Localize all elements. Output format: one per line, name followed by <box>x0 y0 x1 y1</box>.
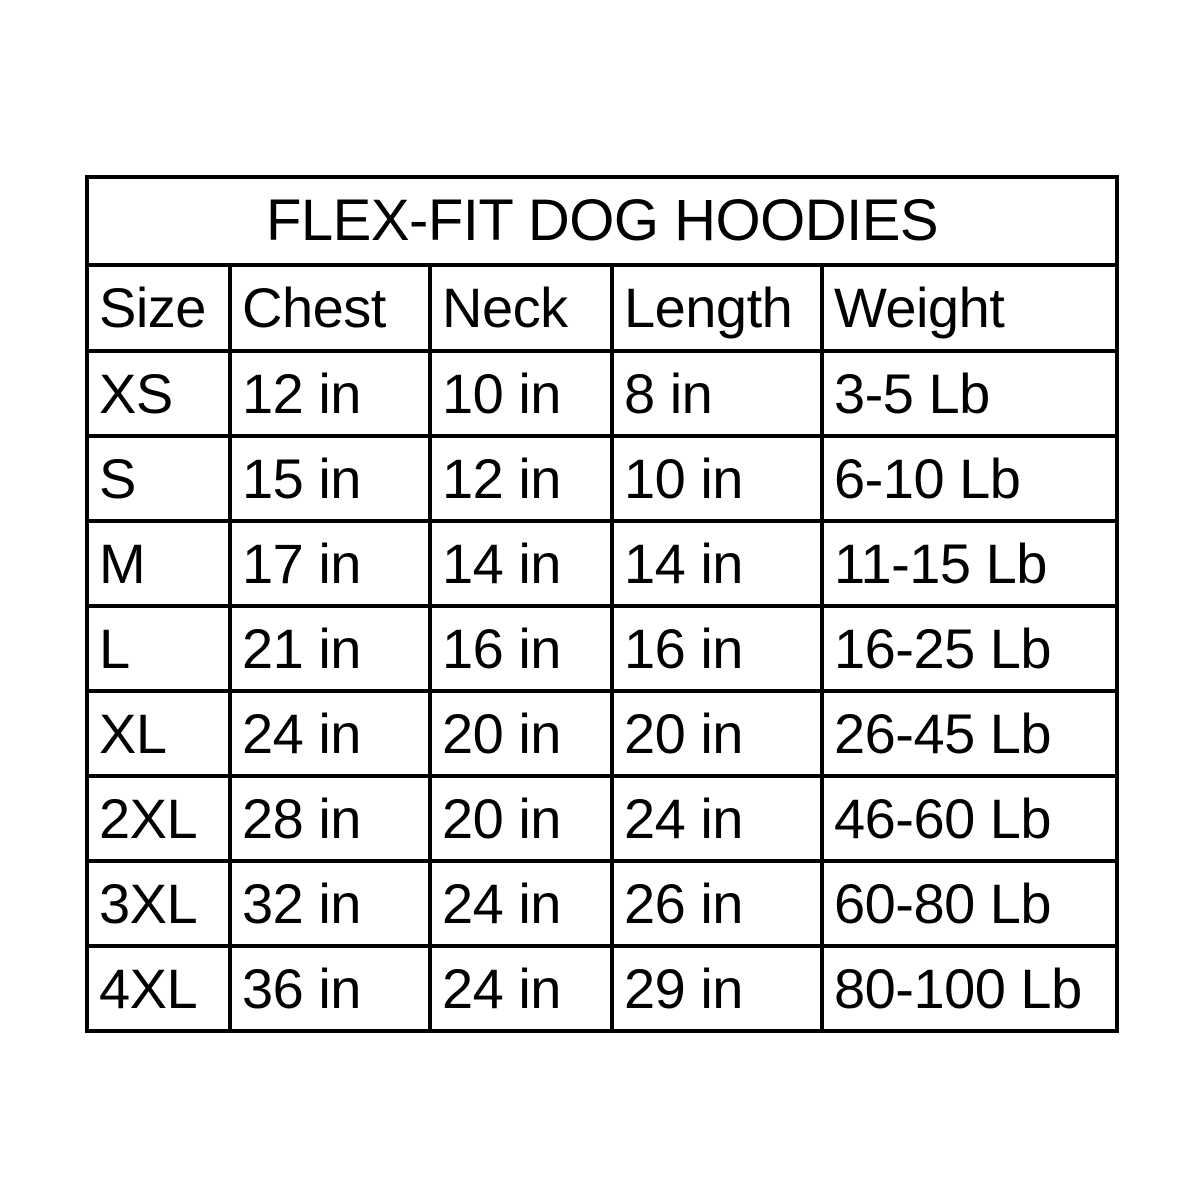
table-row-3xl <box>87 861 1117 946</box>
table-header-row <box>87 265 1117 351</box>
cell-weight: 3-5 Lb <box>822 351 1117 436</box>
cell-size: L <box>87 606 230 691</box>
cell-weight: 6-10 Lb <box>822 436 1117 521</box>
table-row-l <box>87 606 1117 691</box>
cell-chest: 24 in <box>230 691 430 776</box>
cell-neck: 16 in <box>430 606 612 691</box>
cell-length: 26 in <box>612 861 822 946</box>
cell-length: 16 in <box>612 606 822 691</box>
cell-chest: 12 in <box>230 351 430 436</box>
table-row-s <box>87 436 1117 521</box>
column-header-length: Length <box>612 265 822 351</box>
cell-chest: 28 in <box>230 776 430 861</box>
table-row-xl <box>87 691 1117 776</box>
cell-size: 2XL <box>87 776 230 861</box>
table-row-2xl <box>87 776 1117 861</box>
column-header-chest: Chest <box>230 265 430 351</box>
size-chart-table <box>85 175 1119 1033</box>
cell-weight: 80-100 Lb <box>822 946 1117 1031</box>
cell-size: S <box>87 436 230 521</box>
cell-weight: 46-60 Lb <box>822 776 1117 861</box>
cell-neck: 12 in <box>430 436 612 521</box>
cell-size: XL <box>87 691 230 776</box>
cell-chest: 15 in <box>230 436 430 521</box>
cell-neck: 10 in <box>430 351 612 436</box>
cell-length: 20 in <box>612 691 822 776</box>
cell-size: 4XL <box>87 946 230 1031</box>
column-header-size: Size <box>87 265 230 351</box>
cell-length: 24 in <box>612 776 822 861</box>
cell-chest: 17 in <box>230 521 430 606</box>
cell-length: 14 in <box>612 521 822 606</box>
column-header-weight: Weight <box>822 265 1117 351</box>
cell-weight: 16-25 Lb <box>822 606 1117 691</box>
column-header-neck: Neck <box>430 265 612 351</box>
cell-chest: 36 in <box>230 946 430 1031</box>
cell-length: 29 in <box>612 946 822 1031</box>
cell-size: M <box>87 521 230 606</box>
table-row-xs <box>87 351 1117 436</box>
cell-length: 8 in <box>612 351 822 436</box>
cell-chest: 21 in <box>230 606 430 691</box>
cell-length: 10 in <box>612 436 822 521</box>
cell-size: XS <box>87 351 230 436</box>
cell-weight: 60-80 Lb <box>822 861 1117 946</box>
cell-neck: 20 in <box>430 691 612 776</box>
cell-neck: 20 in <box>430 776 612 861</box>
table-title: FLEX-FIT DOG HOODIES <box>87 177 1117 265</box>
cell-weight: 26-45 Lb <box>822 691 1117 776</box>
cell-weight: 11-15 Lb <box>822 521 1117 606</box>
table-title-row <box>87 177 1117 265</box>
cell-neck: 24 in <box>430 946 612 1031</box>
table-row-m <box>87 521 1117 606</box>
cell-neck: 14 in <box>430 521 612 606</box>
cell-size: 3XL <box>87 861 230 946</box>
cell-neck: 24 in <box>430 861 612 946</box>
table-row-4xl <box>87 946 1117 1031</box>
cell-chest: 32 in <box>230 861 430 946</box>
